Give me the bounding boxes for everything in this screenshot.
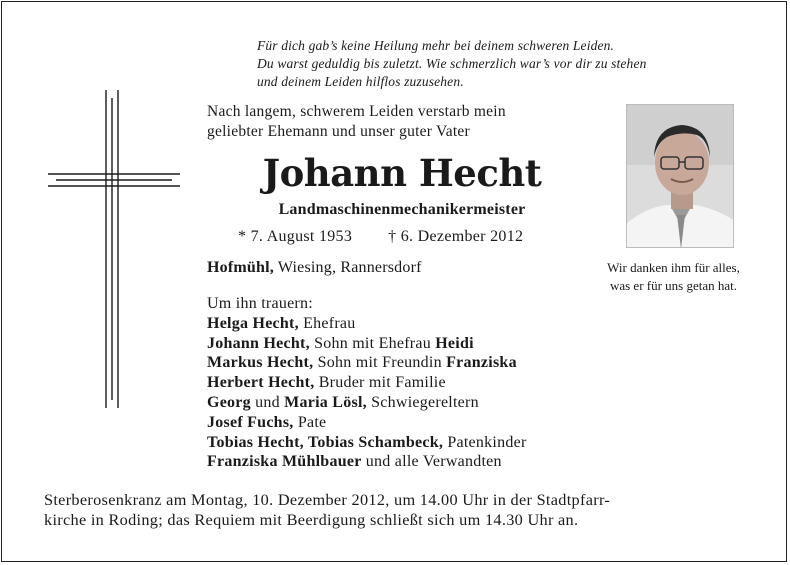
thanks-note [576,259,771,295]
mourner-row [207,393,527,413]
cross-icon [48,90,180,408]
mourner-name: Johann Hecht, [207,334,310,352]
place-of-residence [207,259,422,277]
mourner-relation: Patenkinder [443,433,527,451]
mourner-row [207,353,527,373]
mourner-name: Heidi [435,334,474,352]
mourner-row [207,452,527,472]
mourner-relation: Schwiegereltern [366,393,479,411]
mourner-name: Franziska [446,354,517,372]
mourner-relation: Bruder mit Familie [314,374,446,392]
mourners-heading: Um ihn trauern: [207,295,313,312]
mourner-row [207,314,527,334]
mourner-name: Franziska Mühlbauer [207,453,362,471]
place-rest: Wiesing, Rannersdorf [273,259,422,276]
funeral-line: kirche in Roding; das Requiem mit Beerdigung schließt sich um 14.30 Uhr an. [44,510,579,529]
motto-verse [257,37,757,91]
mourner-row [207,433,527,453]
mourner-relation: Ehefrau [298,314,356,332]
motto-line: Du warst geduldig bis zuletzt. Wie schmerzlich war’s vor dir zu stehen [257,56,647,71]
mourners-list [207,294,527,472]
mourner-row [207,373,527,393]
mourner-name: Markus Hecht, [207,354,314,372]
motto-line: Für dich gab’s keine Heilung mehr bei deinem schweren Leiden. [257,38,615,53]
portrait-photo [626,104,734,248]
mourner-name: Georg [207,393,251,411]
mourner-relation: Sohn mit Ehefrau [309,334,436,352]
portrait-image [627,105,734,248]
place-town: Hofmühl, [207,259,274,276]
mourner-name: Herbert Hecht, [207,374,315,392]
mourner-connector: und [250,393,285,411]
thanks-line: Wir danken ihm für alles, [607,260,740,275]
mourner-row [207,413,527,433]
birth-date: * 7. August 1953 [238,228,353,245]
mourner-relation: und alle Verwandten [361,453,502,471]
intro-line: Nach langem, schwerem Leiden verstarb mein [207,103,506,120]
death-date: † 6. Dezember 2012 [388,228,524,245]
intro-text [207,102,506,142]
funeral-announcement [44,490,764,530]
funeral-line: Sterberosenkranz am Montag, 10. Dezember 2012, um 14.00 Uhr in der Stadtpfarr- [44,490,611,509]
life-dates [238,228,523,246]
mourner-name: Tobias Hecht, Tobias Schambeck, [207,433,444,451]
intro-line: geliebter Ehemann und unser guter Vater [207,123,470,140]
deceased-profession: Landmaschinenmechanikermeister [278,201,526,218]
mourner-relation: Sohn mit Freundin [313,354,447,372]
mourner-relation: Pate [293,413,327,431]
thanks-line: was er für uns getan hat. [609,278,738,293]
mourner-name: Helga Hecht, [207,314,299,332]
mourner-name: Maria Lösl, [284,393,367,411]
motto-line: und deinem Leiden hilflos zuzusehen. [257,74,464,89]
mourner-row [207,334,527,354]
mourner-name: Josef Fuchs, [207,413,294,431]
deceased-name: Johann Hecht [262,151,542,195]
